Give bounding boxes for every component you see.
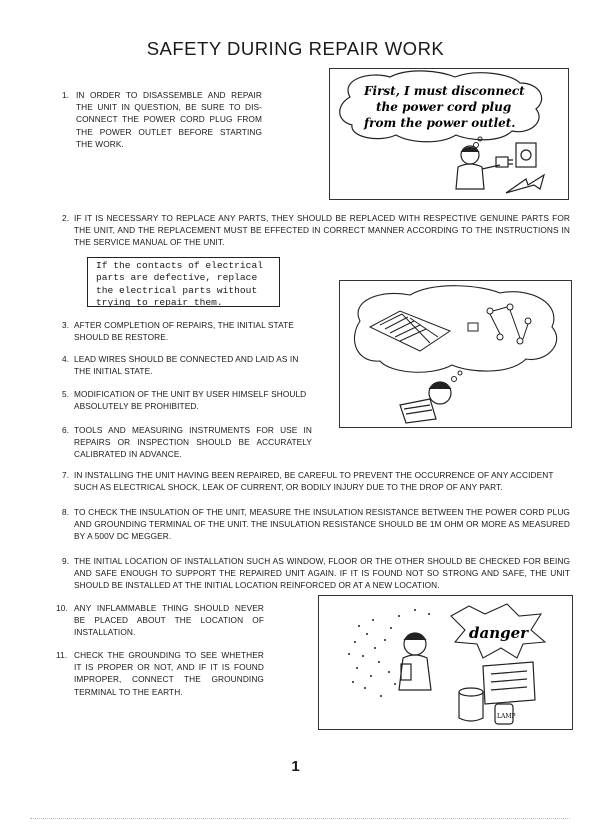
- item-text: AFTER COMPLETION OF REPAIRS, THE INITIAL STATE SHOULD BE RESTORE.: [74, 320, 294, 343]
- item-text: IN ORDER TO DISASSEMBLE AND REPAIR THE UNIT IN QUESTION, BE SURE TO DIS- CONNECT THE POWER CORD PLUG FROM THE POWER OUTLET BEFORE STARTING THE WORK.: [76, 90, 262, 149]
- speech-line-1: First, I must disconnect: [364, 84, 525, 98]
- bottom-divider: [30, 818, 570, 819]
- item-number: 10.: [56, 603, 68, 613]
- item-number: 9.: [62, 556, 70, 566]
- item-text: ANY INFLAMMABLE THING SHOULD NEVER BE PLACED ABOUT THE LOCATION OF INSTALLATION.: [74, 603, 264, 638]
- spray-dots: [348, 609, 430, 697]
- item-number: 11.: [56, 650, 68, 660]
- item-number: 7.: [62, 470, 70, 480]
- note-line: If the contacts of electrical: [96, 260, 263, 271]
- item-number: 6.: [62, 425, 70, 435]
- item-text: IN INSTALLING THE UNIT HAVING BEEN REPAIRED, BE CAREFUL TO PREVENT THE OCCURRENCE OF ANY ACCIDENT SUCH AS ELECTRICAL SHOCK, LEAK OF CURRENT, OR BODILY INJURY DUE TO THE DROP OF ANY PART.: [74, 470, 554, 493]
- speech-line-3: from the power outlet.: [364, 116, 516, 130]
- list-item-6: [62, 424, 312, 461]
- item-number: 2.: [62, 213, 70, 223]
- list-item-10: [56, 602, 264, 639]
- item-text: MODIFICATION OF THE UNIT BY USER HIMSELF SHOULD ABSOLUTELY BE PROHIBITED.: [74, 389, 307, 412]
- illustration-danger: [318, 595, 573, 730]
- list-item-7: [62, 469, 570, 493]
- item-text: THE INITIAL LOCATION OF INSTALLATION SUCH AS WINDOW, FLOOR OR THE OTHER SHOULD BE CHECKED FOR BEING AND SAFE ENOUGH TO SUPPORT THE REPAIRED UNIT AGAIN. IF IT IS FOUND NOT SO STRONG AND SAFE, THE UNIT SHOULD BE INSTALLED AT THE INITIAL LOCATION REINFORCED OR AT A NEW LOCATION.: [74, 556, 570, 591]
- list-item-11: [56, 649, 264, 698]
- note-line: the electrical parts without: [96, 284, 258, 296]
- note-line: parts are defective, replace: [96, 272, 258, 284]
- technician-reading-figure: [400, 382, 451, 423]
- technician-figure: [456, 146, 500, 189]
- list-item-1: [62, 89, 262, 150]
- item-text: LEAD WIRES SHOULD BE CONNECTED AND LAID AS IN THE INITIAL STATE.: [74, 354, 299, 377]
- item-number: 1.: [62, 90, 70, 100]
- list-item-3: [62, 319, 312, 343]
- item-text: IF IT IS NECESSARY TO REPLACE ANY PARTS, THEY SHOULD BE REPLACED WITH RESPECTIVE GENUINE PARTS FOR THE UNIT, AND THE REPLACEMENT MUST BE EFFECTED IN CORRECT MANNER ACCORDING TO THE INSTRUCTIONS IN THE SERVICE MANUAL OF THE UNIT.: [74, 213, 570, 248]
- illustration-manual-svg: [340, 281, 573, 429]
- item-number: 5.: [62, 389, 70, 399]
- item-number: 3.: [62, 320, 70, 330]
- page-number: 1: [291, 758, 300, 775]
- warning-note-box: [87, 257, 280, 307]
- list-item-4: [62, 353, 312, 377]
- service-manual-icon: [370, 311, 450, 351]
- item-number: 8.: [62, 507, 70, 517]
- page-title: SAFETY DURING REPAIR WORK: [146, 38, 445, 59]
- appliance-unit-icon: [483, 662, 535, 704]
- person-spraying-figure: [399, 633, 431, 690]
- arrow-icon: [506, 175, 544, 193]
- illustration-manual-reading: [339, 280, 572, 428]
- can-label: LAMP: [497, 713, 516, 720]
- item-text: TOOLS AND MEASURING INSTRUMENTS FOR USE IN REPAIRS OR INSPECTION SHOULD BE ACCURATELY CALIBRATED IN ADVANCE.: [74, 425, 312, 460]
- list-item-9: [62, 555, 570, 592]
- illustration-disconnect-svg: [330, 69, 570, 201]
- speech-line-2: the power cord plug: [376, 100, 512, 114]
- item-number: 4.: [62, 354, 70, 364]
- item-text: CHECK THE GROUNDING TO SEE WHETHER IT IS PROPER OR NOT, AND IF IT IS FOUND IMPROPER, CONNECT THE GROUNDING TERMINAL TO THE EARTH.: [74, 650, 264, 697]
- illustration-danger-svg: [319, 596, 574, 731]
- illustration-disconnect-plug: [329, 68, 569, 200]
- danger-sign-text: danger: [469, 624, 529, 642]
- list-item-5: [62, 388, 312, 412]
- power-outlet-icon: [516, 143, 536, 167]
- note-line: trying to repair them.: [96, 296, 223, 308]
- circuit-parts-icon: [468, 304, 531, 344]
- list-item-2: [62, 212, 570, 249]
- item-text: TO CHECK THE INSULATION OF THE UNIT, MEASURE THE INSULATION RESISTANCE BETWEEN THE POWER CORD PLUG AND GROUNDING TERMINAL OF THE UNIT. THE INSULATION RESISTANCE SHOULD BE 1M OHM OR MORE AS MEASURED BY A 500V DC MEGGER.: [74, 507, 570, 542]
- list-item-8: [62, 506, 570, 543]
